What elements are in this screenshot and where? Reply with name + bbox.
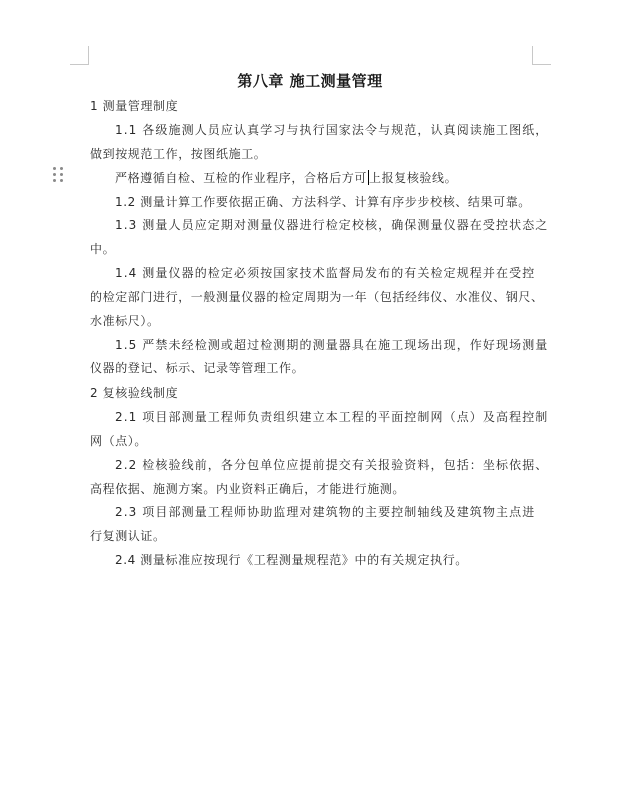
section-heading: 2 复核验线制度	[90, 386, 179, 400]
paragraph-line: 中。	[90, 242, 116, 256]
paragraph-line: 上报复核验线。	[369, 171, 458, 185]
paragraph-with-cursor[interactable]	[115, 170, 457, 186]
paragraph-line: 高程依据、施测方案。内业资料正确后，才能进行施测。	[90, 482, 406, 496]
paragraph-line: 1.5 严禁未经检测或超过检测期的测量器具在施工现场出现，作好现场测量	[115, 338, 549, 352]
paragraph-drag-handle-icon[interactable]	[53, 167, 63, 183]
paragraph-line: 网（点）。	[90, 434, 148, 448]
paragraph-line: 1.3 测量人员应定期对测量仪器进行检定校核，确保测量仪器在受控状态之	[115, 218, 549, 232]
page-margin-mark-top-left	[70, 46, 89, 65]
paragraph-line: 的检定部门进行，一般测量仪器的检定周期为一年（包括经纬仪、水准仪、钢尺、	[90, 290, 544, 304]
chapter-title: 第八章 施工测量管理	[237, 72, 383, 90]
section-heading: 1 测量管理制度	[90, 99, 179, 113]
paragraph-line: 做到按规范工作，按图纸施工。	[90, 147, 267, 161]
paragraph-line: 2.3 项目部测量工程师协助监理对建筑物的主要控制轴线及建筑物主点进	[115, 505, 536, 519]
paragraph-line: 1.2 测量计算工作要依据正确、方法科学、计算有序步步校核、结果可靠。	[115, 195, 531, 209]
paragraph-line: 严格遵循自检、互检的作业程序，合格后方可	[115, 171, 368, 185]
paragraph-line: 水准标尺）。	[90, 314, 160, 328]
paragraph-line: 1.4 测量仪器的检定必须按国家技术监督局发布的有关检定规程并在受控	[115, 266, 536, 280]
page-margin-mark-top-right	[532, 46, 551, 65]
paragraph-line: 2.2 检核验线前，各分包单位应提前提交有关报验资料，包括：坐标依据、	[115, 458, 549, 472]
paragraph-line: 仪器的登记、标示、记录等管理工作。	[90, 361, 305, 375]
paragraph-line: 行复测认证。	[90, 529, 166, 543]
paragraph-line: 2.4 测量标准应按现行《工程测量规程范》中的有关规定执行。	[115, 553, 468, 567]
paragraph-line: 2.1 项目部测量工程师负责组织建立本工程的平面控制网（点）及高程控制	[115, 410, 549, 424]
paragraph-line: 1.1 各级施测人员应认真学习与执行国家法令与规范，认真阅读施工图纸，	[115, 123, 549, 137]
